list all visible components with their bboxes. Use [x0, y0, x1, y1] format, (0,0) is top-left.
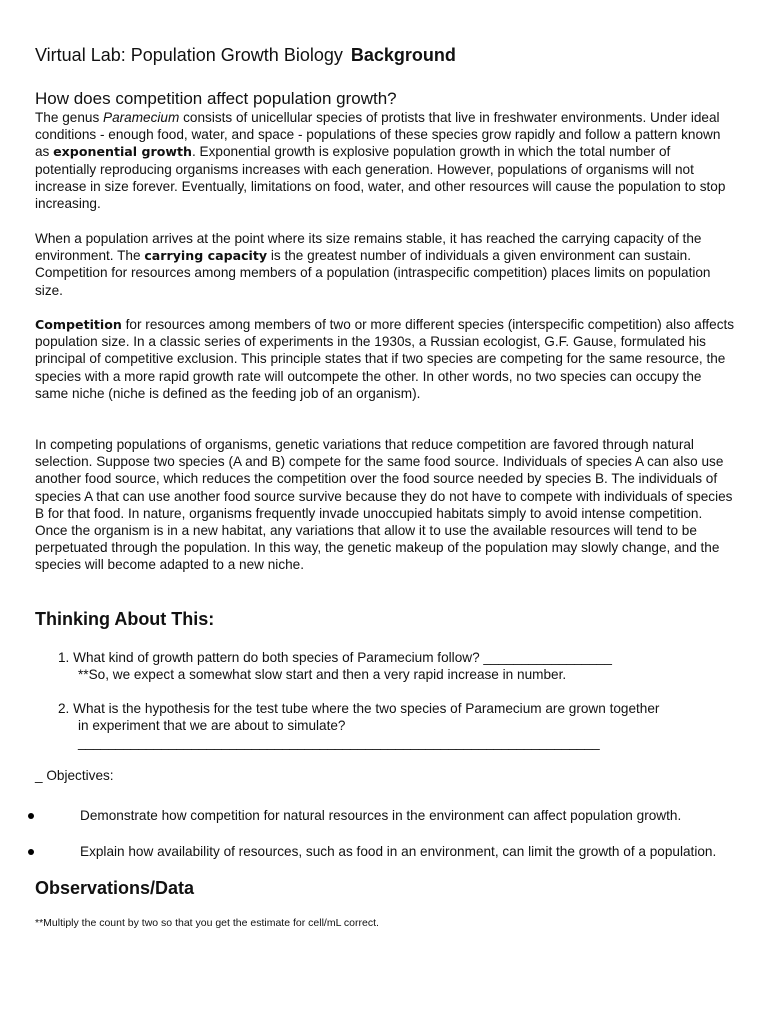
question-2-continuation: in experiment that we are about to simulate?: [78, 718, 346, 734]
question-2-text: 2. What is the hypothesis for the test tube where the two species of Paramecium are grown together: [58, 701, 660, 716]
question-1-text: 1. What kind of growth pattern do both species of Paramecium follow? _________________: [58, 650, 612, 665]
title-main: Virtual Lab: Population Growth Biology: [35, 45, 343, 65]
objectives-label: _ Objectives:: [35, 768, 114, 783]
paragraph-carrying-capacity: When a population arrives at the point where its size remains stable, it has reached the carrying capacity of the environment. The carrying capacity is the greatest number of individuals a given environment can sustain. Competition for resources among members of a population (intraspecific competition) places limits on population size.: [35, 231, 711, 298]
question-1: [58, 649, 738, 683]
bullet-icon: [28, 813, 34, 819]
paragraph-competition: Competition for resources among members of two or more different species (interspecific competition) also affects population size. In a classic series of experiments in the 1930s, a Russian ecologist, G.F. Gause, formulated his principal of competitive exclusion. This principle states that if two species are competing for the same resource, the species with a more rapid growth rate will outcompete the other. In other words, no two species can occupy the same niche (niche is defined as the feeding job of an organism).: [35, 317, 735, 401]
thinking-heading: Thinking About This:: [35, 609, 215, 629]
bullet-icon: [28, 849, 34, 855]
paragraph-paramecium: The genus Paramecium consists of unicellular species of protists that live in freshwater environments. Under ideal conditions - enough food, water, and space - populations of these species grow rapidly and follow a pattern known as exponential growth. Exponential growth is explosive population growth in which the total number of potentially reproducing organisms increases with each generation. However, populations of organisms will not increase in size forever. Eventually, limitations on food, water, and other resources will cause the population to stop increasing.: [35, 110, 726, 212]
question-1-answer: **So, we expect a somewhat slow start and then a very rapid increase in number.: [78, 667, 567, 683]
question-2-answer-line: _____________________________________________________________________: [78, 735, 600, 751]
multiply-note: **Multiply the count by two so that you get the estimate for cell/mL correct.: [35, 917, 379, 929]
worksheet-page: Virtual Lab: Population Growth Biology Background How does competition affect population growth? The genus Paramecium consists of unicellular species of protists that live in freshwater environments. Under ideal conditions - enough food, water, and space - populations of these species grow rapidly and follow a pattern known as exponential growth. Exponential growth is explosive population growth in which the total number of potentially reproducing organisms increases with each generation. However, populations of organisms will not increase in size forever. Eventually, limitations on food, water, and other resources will cause the population to stop increasing. When a population arrives at the point where its size remains stable, it has reached the carrying capacity of the environment. The carrying capacity is the greatest number of individuals a given environment can sustain. Competition for resources among members of a population (intraspecific competition) places limits on population size. Competition for resources among members of two or more different species (interspecific competition) also affects population size. In a classic series of experiments in the 1930s, a Russian ecologist, G.F. Gause, formulated his principal of competitive exclusion. This principle states that if two species are competing for the same resource, the species with a more rapid growth rate will outcompete the other. In other words, no two species can occupy the same niche (niche is defined as the feeding job of an organism). In competing populations of organisms, genetic variations that reduce competition are favored through natural selection. Suppose two species (A and B) compete for the same food source. Individuals of species A can also use another food source, which reduces the competition over the food source needed by species B. The individuals of species A that can use another food source survive because they do not have to compete with individuals of species B for that food. In nature, organisms frequently invade unoccupied habitats simply to avoid intense competition. Once the organism is in a new habitat, any variations that allow it to use the available resources will tend to be perpetuated through the population. In this way, the genetic makeup of the population may slowly change, and the species will become adapted to a new niche. Thinking About This: 1. What kind of growth pattern do both species of Paramecium follow? _________________ **So, we expect a somewhat slow start and then a very rapid increase in number. 2. What is the hypothesis for the test tube where the two species of Paramecium are grown together in experiment that we are about to simulate? _____________________________________________________________________ _ Objectives: Demonstrate how competition for natural resources in the environment can affect population growth. Explain how availability of resources, such as food in an environment, can limit the growth of a population. Observations/Data **Multiply the count by two so that you get the estimate for cell/mL correct.: [0, 0, 768, 1024]
document-title: [35, 45, 456, 66]
question-2: [58, 700, 738, 752]
observations-heading: Observations/Data: [35, 878, 195, 898]
section-heading-competition: How does competition affect population growth?: [35, 89, 397, 108]
paragraph-natural-selection: In competing populations of organisms, genetic variations that reduce competition are favored through natural selection. Suppose two species (A and B) compete for the same food source. Individuals of species A can also use another food source, which reduces the competition over the food source needed by species B. The individuals of species A that can use another food source survive because they do not have to compete with individuals of species B for that food. In nature, organisms frequently invade unoccupied habitats simply to avoid intense competition. Once the organism is in a new habitat, any variations that allow it to use the available resources will tend to be perpetuated through the population. In this way, the genetic makeup of the population may slowly change, and the species will become adapted to a new niche.: [35, 437, 733, 573]
title-background: Background: [350, 45, 456, 65]
